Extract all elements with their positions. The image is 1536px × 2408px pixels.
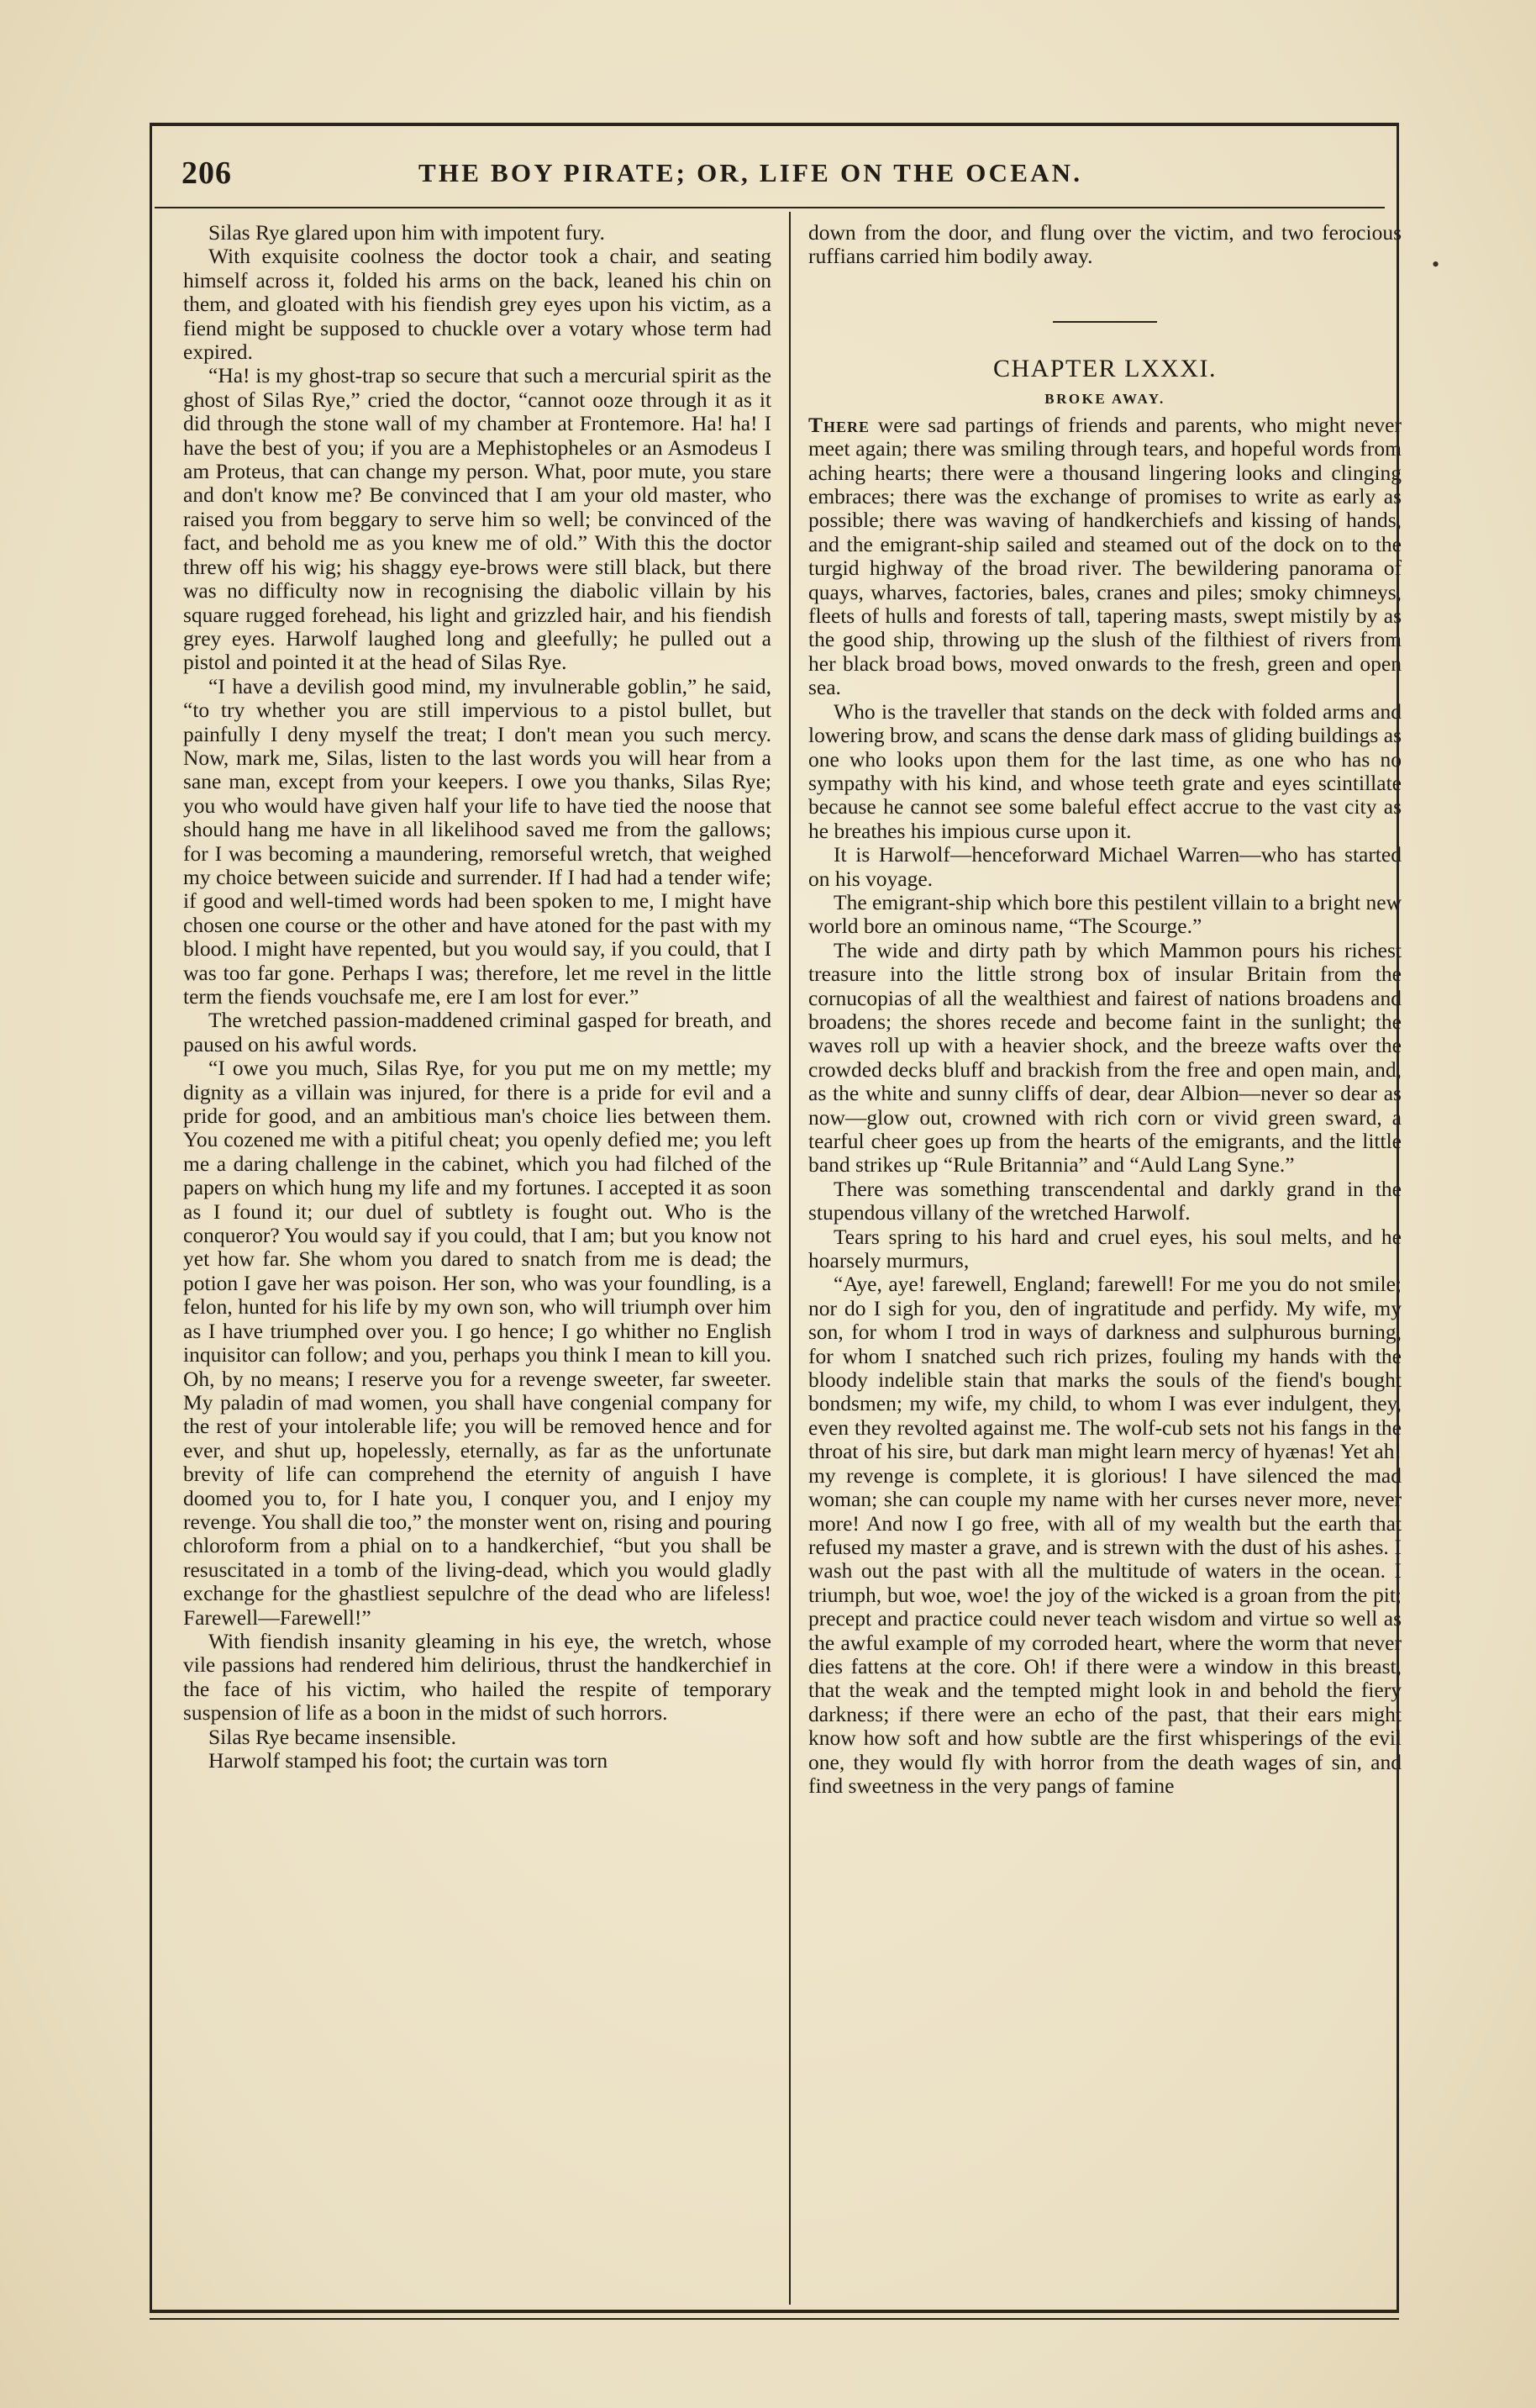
margin-dot-mark: • [1432,252,1440,277]
paragraph: Silas Rye became insensible. [208,1724,456,1749]
chapter-title: CHAPTER LXXXI. [993,354,1217,382]
page-border-bottom-double [150,2318,1399,2320]
header-rule [155,207,1385,208]
paragraph: Silas Rye glared upon him with impotent fury. [208,220,605,245]
paragraph: There was something transcendental and darkly grand in the stupendous villany of the wretched Harwolf. [808,1176,1402,1225]
paragraph: The wretched passion-maddened criminal gasped for breath, and paused on his awful words. [183,1008,771,1056]
paragraph: With exquisite coolness the doctor took a chair, and seating himself across it, folded his arms on the back, leaned his chin on them, and gloated with his fiendish grey eyes upon his victim, as a fiend might be supposed to chuckle over a votary whose term had expired. [183,244,771,365]
paragraph: Harwolf stamped his foot; the curtain was torn [208,1748,608,1773]
paragraph: “I have a devilish good mind, my invulnerable goblin,” he said, “to try whether you are still impervious to a pistol bullet, but painfully I deny myself the treat; I don't mean you such mercy. Now, mark me, Silas, listen to the last words you will hear from a sane man, except from your keepers. I owe you thanks, Silas Rye; you who would have given half your life to have tied the noose that should hang me have in all likelihood saved me from the gallows; for I was becoming a maundering, remorseful wretch, that weighed my choice between suicide and surrender. If I had had a tender wife; if good and well-timed words had been spoken to me, I might have chosen one course or the other and have atoned for the past with my blood. I might have repented, but you would say, if you could, that I was too far gone. Perhaps I was; therefore, let me revel in the little term the fiends vouchsafe me, ere I am lost for ever.” [183,673,771,1009]
chapter-subtitle: BROKE AWAY. [1044,390,1165,407]
lead-word: There [808,412,871,437]
paragraph: “Aye, aye! farewell, England; farewell! For me you do not smile; nor do I sigh for you, den of ingratitude and perfidy. My wife, my son, for whom I trod in ways of darkness and sulphurous burning, for whom I snatched such rich prizes, fouling my hands with the bloody indelible stain that marks the souls of the fiend's bought bondsmen; my wife, my child, to whom I was ever indulgent, they, even they revolted against me. The wolf-cub sets not his fangs in the throat of his sire, but dark man might learn mercy of hyænas! Yet ah! my revenge is complete, it is glorious! I have silenced the mad woman; she can couple my name with her curses never more, never more! And now I go free, with all of my wealth but the earth that refused my master a grave, and is strewn with the dust of his ashes. I wash out the past with all the multitude of waters in the ocean. I triumph, but woe, woe! the joy of the wicked is a groan from the pit; precept and practice could never teach wisdom and virtue so well as the awful example of my corroded heart, where the worm that never dies fattens at the core. Oh! if there were a window in this breast, that the weak and the tempted might look in and behold the fiery darkness; if there were an echo of the past, that their ears might know how soft and how subtle are the first whisperings of the evil one, they would fly with horror from the death wages of sin, and find sweetness in the very pangs of famine [808,1272,1402,1798]
running-title: THE BOY PIRATE; OR, LIFE ON THE OCEAN. [418,158,1083,187]
paragraph: It is Harwolf—henceforward Michael Warren—who has started on his voyage. [808,842,1402,891]
page-number: 206 [181,155,232,191]
opening-paragraph-text: were sad partings of friends and parents, who might never meet again; there was smiling through tears, and hopeful words from aching hearts; there were a thousand lingering looks and clinging embraces; there was the exchange of promises to write as early as possible; there was waving of handkerchiefs and kissing of hands, and the emigrant-ship sailed and steamed out of the dock on to the turgid highway of the broad river. The bewildering panorama of quays, wharves, factories, bales, cranes and piles; smoky chimneys, fleets of hulls and forests of tall, tapering masts, swept mistily by as the good ship, throwing up the slush of the filthiest of rivers from her black broad bows, moved onwards to the fresh, green and open sea. [808,412,1402,700]
paragraph: Who is the traveller that stands on the deck with folded arms and lowering brow, and scans the dense dark mass of gliding buildings as one who looks upon them for the last time, as one who has no sympathy with his kind, and whose teeth grate and eyes scintillate because he cannot see some baleful effect accrue to the vast city as he breathes his impious curse upon it. [808,698,1402,843]
running-header [181,155,1375,205]
right-column [808,221,1402,1798]
chapter-opening-paragraph [808,414,1402,700]
paragraph: The wide and dirty path by which Mammon pours his richest treasure into the little strong box of insular Britain from the cornucopias of all the wealthiest and fairest of nations broadens and broadens; the shores recede and become faint in the sunlight; the waves roll up with a heavier shock, and the breeze wafts over the crowded decks bluff and brackish from the free and open main, and, as the white and sunny cliffs of dear, dear Albion—never so dear as now—glow out, crowned with rich corn or vivid green sward, a tearful cheer goes up from the hearts of the emigrants, and the little band strikes up “Rule Britannia” and “Auld Lang Syne.” [808,937,1402,1178]
column-divider [789,212,791,2305]
chapter-separator-rule [1053,321,1157,323]
left-column [183,221,771,1773]
paragraph: “I owe you much, Silas Rye, for you put me on my mettle; my dignity as a villain was injured, for there is a pride for evil and a pride for good, and an ambitious man's choice lies between them. You cozened me with a pitiful cheat; you openly defied me; you left me a daring challenge in the cabinet, which you had filched of the papers on which hung my life and my fortunes. I accepted it as soon as I found it; our duel of subtlety is fought out. Who is the conqueror? You would say if you could, that I am; but you know not yet how far. She whom you dared to snatch from me is dead; the potion I gave her was poison. Her son, who was your foundling, is a felon, hunted for his life by my own son, who will triumph over him as I have triumphed over you. I go hence; I go whither no English inquisitor can follow; and you, perhaps you think I mean to kill you. Oh, by no means; I reserve you for a revenge sweeter, far sweeter. My paladin of mad women, you shall have congenial company for the rest of your intolerable life; you will be removed hence and for ever, and shut up, hopelessly, eternally, as far as the unfortunate brevity of life can comprehend the eternity of anguish I have doomed you to, for I hate you, I conquer you, and I enjoy my revenge. You shall die too,” the monster went on, rising and pouring chloroform from a phial on to a handkerchief, “but you shall be resuscitated in a tomb of the living-dead, which you would gladly exchange for the ghastliest sepulchre of the dead who are lifeless! Farewell—Farewell!” [183,1056,771,1630]
paragraph: “Ha! is my ghost-trap so secure that such a mercurial spirit as the ghost of Silas Rye,” cried the doctor, “cannot ooze through it as it did through the stone wall of my chamber at Frontemore. Ha! ha! I have the best of you; if you are a Mephistopheles or an Asmodeus I am Proteus, that can change my person. What, poor mute, you stare and don't know me? Be convinced that I am your old master, who raised you from beggary to serve him so well; be convinced of the fact, and behold me as you knew me of old.” With this the doctor threw off his wig; his shaggy eye-brows were still black, but there was no difficulty now in recognising the diabolic villain by his square rugged forehead, his light and grizzled hair, and his fiendish grey eyes. Harwolf laughed long and gleefully; he pulled out a pistol and pointed it at the head of Silas Rye. [183,363,771,675]
paragraph: Tears spring to his hard and cruel eyes, his soul melts, and he hoarsely murmurs, [808,1224,1402,1273]
paragraph: The emigrant-ship which bore this pestilent villain to a bright new world bore an ominous name, “The Scourge.” [808,889,1402,939]
continued-paragraph: down from the door, and flung over the victim, and two ferocious ruffians carried him bodily away. [808,220,1402,269]
paragraph: With fiendish insanity gleaming in his eye, the wretch, whose vile passions had rendered him delirious, thrust the handkerchief in the face of his victim, who hailed the respite of temporary suspension of life as a boon in the midst of such horrors. [183,1628,771,1726]
